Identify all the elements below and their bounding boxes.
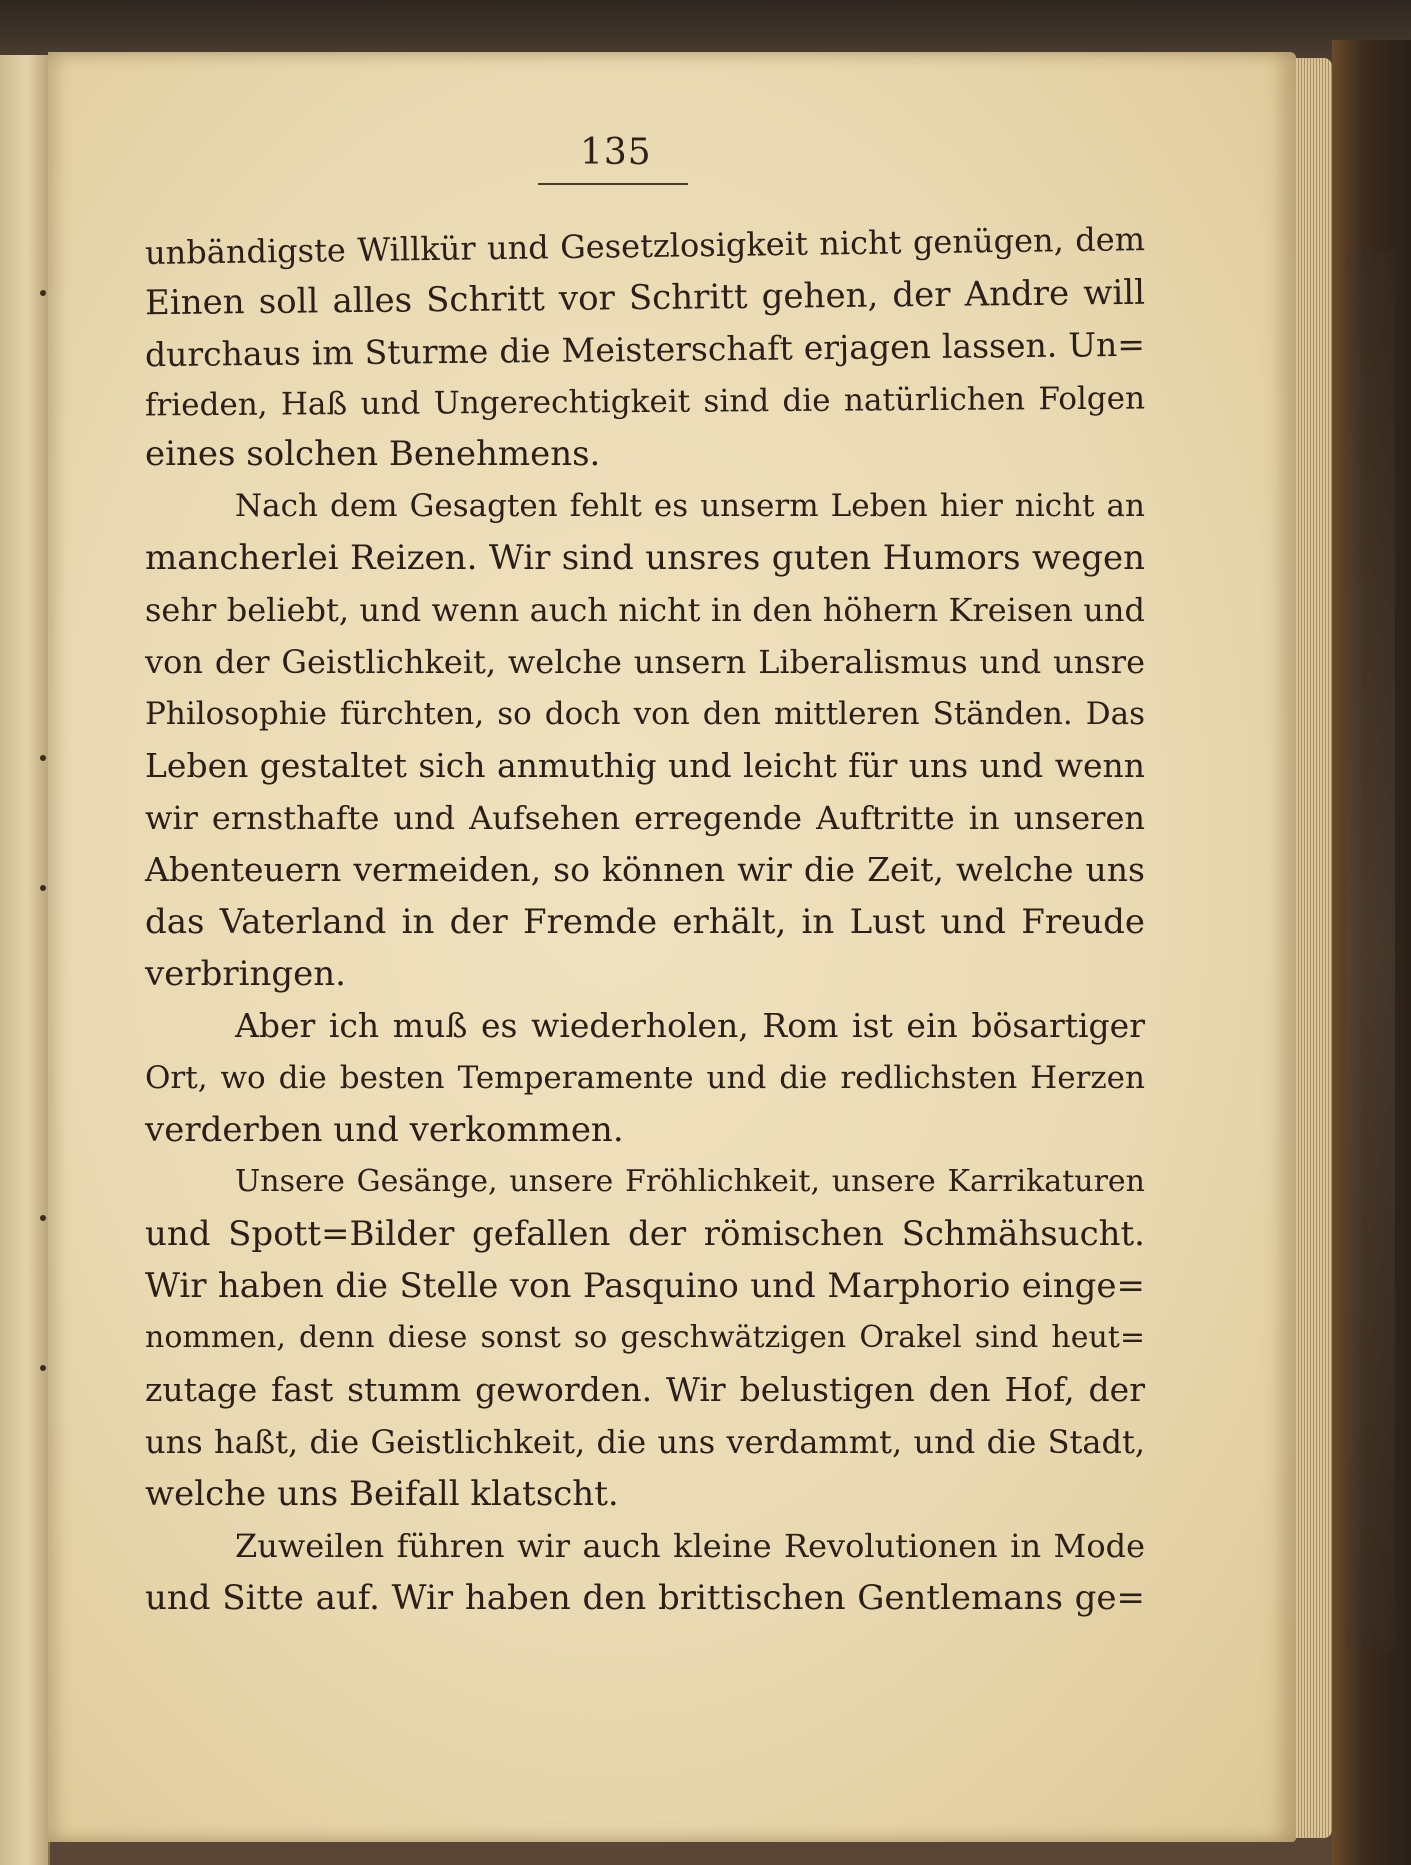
gutter-mark: [40, 290, 46, 296]
text-line: verbringen.: [145, 954, 346, 994]
text-line: Zuweilen führen wir auch kleine Revolutionen in Mode: [235, 1527, 1145, 1565]
text-line: Ort, wo die besten Temperamente und die redlichsten Herzen: [145, 1060, 1145, 1096]
text-line: durchaus im Sturme die Meisterschaft erjagen lassen. Un=: [144, 324, 1146, 375]
gutter-mark: [40, 755, 46, 761]
text-line: frieden, Haß und Ungerechtigkeit sind die natürlichen Folgen: [144, 380, 1146, 424]
cover-wear: [1345, 250, 1395, 1650]
header-rule: [538, 183, 688, 185]
gutter-mark: [40, 1215, 46, 1221]
text-line: wir ernsthafte und Aufsehen erregende Auftritte in unseren: [145, 799, 1145, 837]
scan-top-edge: [0, 0, 1411, 60]
text-line: uns haßt, die Geistlichkeit, die uns verdammt, und die Stadt,: [145, 1423, 1145, 1461]
page-number: 135: [580, 132, 652, 173]
text-line: Wir haben die Stelle von Pasquino und Marphorio einge=: [145, 1266, 1145, 1306]
gutter-mark: [40, 1365, 46, 1371]
page-edges: [1296, 58, 1332, 1838]
body-text: [145, 220, 1145, 1624]
text-line: und Sitte auf. Wir haben den brittischen Gentlemans ge=: [145, 1578, 1145, 1618]
text-line: Nach dem Gesagten fehlt es unserm Leben hier nicht an: [235, 488, 1145, 524]
text-line: zutage fast stumm geworden. Wir belustigen den Hof, der: [145, 1370, 1145, 1409]
text-line: Aber ich muß es wiederholen, Rom ist ein bösartiger: [235, 1006, 1145, 1045]
facing-page-edge: [0, 55, 50, 1865]
text-line: sehr beliebt, und wenn auch nicht in den höhern Kreisen und: [145, 591, 1145, 629]
text-line: welche uns Beifall klatscht.: [145, 1474, 619, 1514]
text-line: unbändigste Willkür und Gesetzlosigkeit nicht genügen, dem: [144, 220, 1146, 272]
text-line: Einen soll alles Schritt vor Schritt gehen, der Andre will: [144, 272, 1146, 324]
text-line: eines solchen Benehmens.: [145, 434, 601, 474]
text-line: das Vaterland in der Fremde erhält, in Lust und Freude: [145, 902, 1145, 942]
text-line: mancherlei Reizen. Wir sind unsres guten Humors wegen: [145, 538, 1145, 578]
text-line: Leben gestaltet sich anmuthig und leicht für uns und wenn: [145, 746, 1145, 785]
text-line: verderben und verkommen.: [145, 1110, 624, 1150]
text-line: und Spott=Bilder gefallen der römischen Schmähsucht.: [145, 1214, 1145, 1254]
text-line: Abenteuern vermeiden, so können wir die Zeit, welche uns: [145, 850, 1145, 889]
text-line: Unsere Gesänge, unsere Fröhlichkeit, unsere Karrikaturen: [235, 1164, 1145, 1199]
text-line: von der Geistlichkeit, welche unsern Liberalismus und unsre: [145, 643, 1145, 681]
gutter-mark: [40, 885, 46, 891]
text-line: nommen, denn diese sonst so geschwätzigen Orakel sind heut=: [145, 1320, 1145, 1355]
text-line: Philosophie fürchten, so doch von den mittleren Ständen. Das: [145, 696, 1145, 732]
